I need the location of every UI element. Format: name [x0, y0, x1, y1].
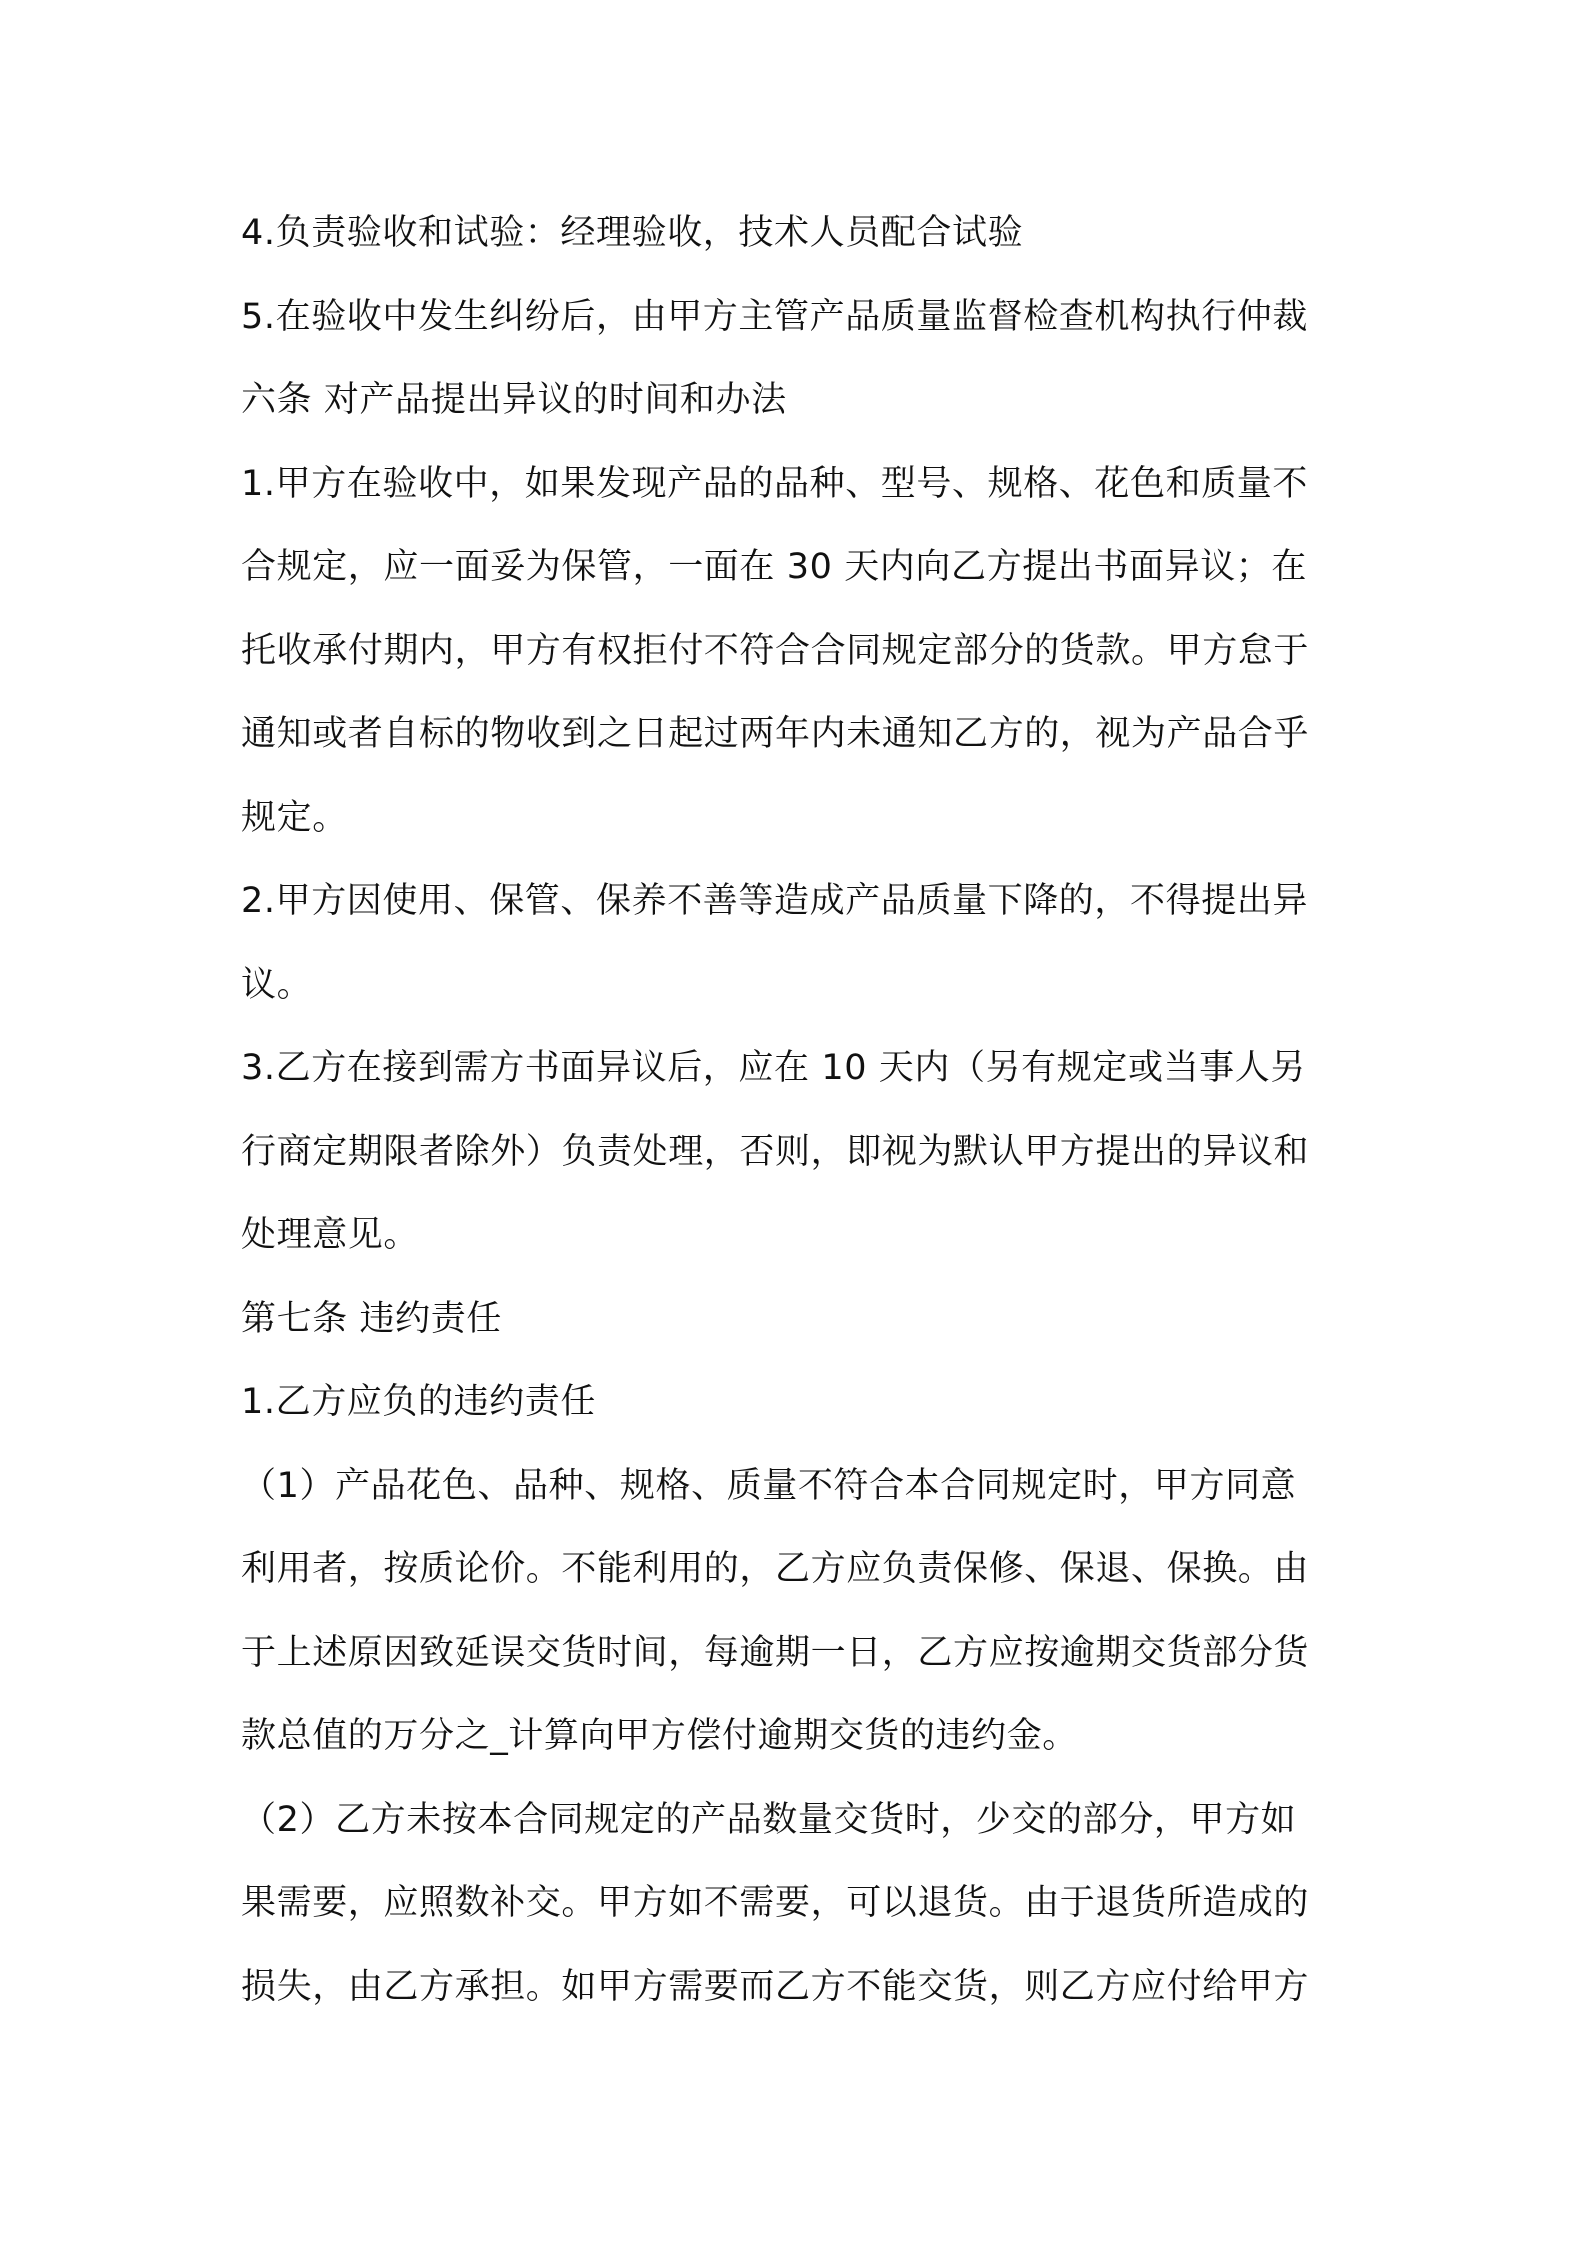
text-line: 款总值的万分之_计算向甲方偿付逾期交货的违约金。	[241, 1716, 1078, 1756]
text-line: 4.负责验收和试验：经理验收，技术人员配合试验	[241, 213, 1024, 253]
text-line: （1）产品花色、品种、规格、质量不符合本合同规定时，甲方同意	[241, 1465, 1297, 1506]
text-line: （2）乙方未按本合同规定的产品数量交货时，少交的部分，甲方如	[241, 1799, 1297, 1840]
text-line: 2.甲方因使用、保管、保养不善等造成产品质量下降的，不得提出异	[241, 881, 1308, 921]
text-line: 行商定期限者除外）负责处理，否则，即视为默认甲方提出的异议和	[241, 1131, 1310, 1172]
section-heading: 第七条 违约责任	[241, 1298, 502, 1339]
text-line: 合规定，应一面妥为保管，一面在 30 天内向乙方提出书面异议；在	[241, 547, 1307, 587]
text-line: 规定。	[241, 797, 348, 838]
text-line: 利用者，按质论价。不能利用的，乙方应负责保修、保退、保换。由	[241, 1549, 1310, 1589]
contract-body-text	[241, 192, 1361, 2029]
text-line: 1.甲方在验收中，如果发现产品的品种、型号、规格、花色和质量不	[241, 463, 1308, 504]
text-line: 处理意见。	[241, 1215, 420, 1255]
text-line: 5.在验收中发生纠纷后，由甲方主管产品质量监督检查机构执行仲裁	[241, 296, 1308, 337]
text-line: 果需要，应照数补交。甲方如不需要，可以退货。由于退货所造成的	[241, 1883, 1310, 1923]
text-line: 3.乙方在接到需方书面异议后，应在 10 天内（另有规定或当事人另	[241, 1048, 1306, 1088]
text-line: 1.乙方应负的违约责任	[241, 1382, 596, 1422]
text-line: 损失，由乙方承担。如甲方需要而乙方不能交货，则乙方应付给甲方	[241, 1966, 1310, 2007]
text-line: 通知或者自标的物收到之日起过两年内未通知乙方的，视为产品合乎	[241, 714, 1310, 754]
text-line: 托收承付期内，甲方有权拒付不符合合同规定部分的货款。甲方怠于	[241, 630, 1310, 671]
text-line: 于上述原因致延误交货时间，每逾期一日，乙方应按逾期交货部分货	[241, 1632, 1310, 1673]
text-line: 议。	[241, 964, 313, 1005]
section-heading: 六条 对产品提出异议的时间和办法	[241, 380, 787, 420]
